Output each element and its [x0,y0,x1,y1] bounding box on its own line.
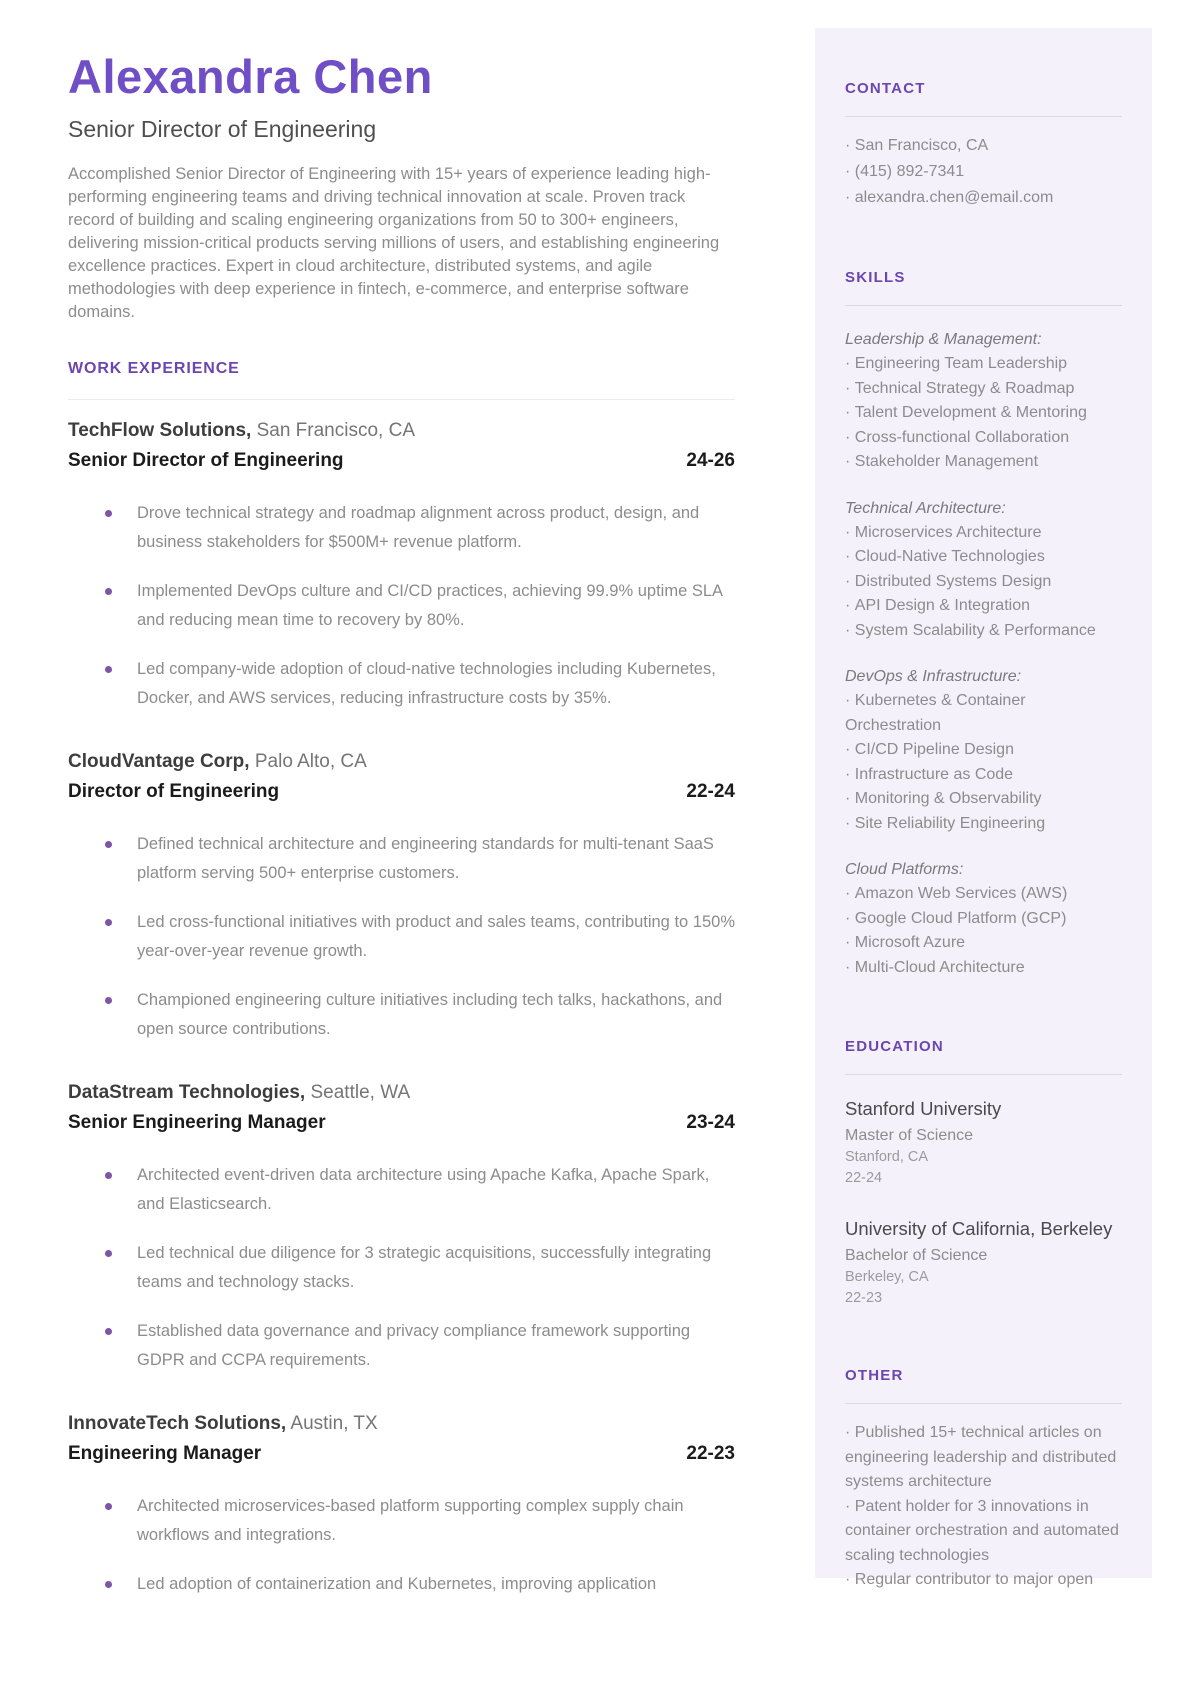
contact-email: · alexandra.chen@email.com [845,185,1122,211]
job-entry [68,1413,735,1599]
skill-item: · CI/CD Pipeline Design [845,738,1122,763]
job-role: Engineering Manager [68,1443,262,1465]
job-bullet: Drove technical strategy and roadmap alignment across product, design, and business stakeholders for $500M+ revenue platform. [68,499,735,557]
other-section [845,1367,1122,1593]
job-bullet: Led company-wide adoption of cloud-native technologies including Kubernetes, Docker, and AWS services, reducing infrastructure costs by 35%. [68,655,735,713]
skill-item: · Amazon Web Services (AWS) [845,882,1122,907]
sidebar [815,28,1152,1593]
contact-section [845,80,1122,211]
company-name: CloudVantage Corp, [68,751,250,773]
other-heading: OTHER [845,1367,904,1384]
skill-item: · Multi-Cloud Architecture [845,956,1122,981]
contact-location: · San Francisco, CA [845,133,1122,159]
job-bullet: Architected microservices-based platform supporting complex supply chain workflows and integrations. [68,1492,735,1550]
skill-item: · Distributed Systems Design [845,570,1122,595]
skill-group [845,858,1122,980]
job-bullet: Established data governance and privacy compliance framework supporting GDPR and CCPA requirements. [68,1317,735,1375]
job-entry [68,1082,735,1375]
job-dates: 22-23 [686,1443,735,1465]
job-dates: 22-24 [686,781,735,803]
education-section [845,1038,1122,1309]
job-entry [68,420,735,713]
skill-item: · Technical Strategy & Roadmap [845,377,1122,402]
job-bullet: Architected event-driven data architecture using Apache Kafka, Apache Spark, and Elasticsearch. [68,1161,735,1219]
skill-item: · System Scalability & Performance [845,619,1122,644]
skill-item: · Microsoft Azure [845,931,1122,956]
job-bullet: Led adoption of containerization and Kubernetes, improving application [68,1570,735,1599]
company-line [68,1413,735,1435]
skill-group [845,665,1122,836]
job-bullets [68,1492,735,1599]
sidebar-divider [845,1403,1122,1404]
contact-heading: CONTACT [845,80,926,97]
skills-heading: SKILLS [845,269,906,286]
skill-group-label: DevOps & Infrastructure: [845,668,1022,685]
skill-item: · Engineering Team Leadership [845,352,1122,377]
company-line [68,751,735,773]
company-line [68,1082,735,1104]
school-location: Berkeley, CA [845,1269,929,1285]
job-bullet: Led cross-functional initiatives with product and sales teams, contributing to 150% year-over-year revenue growth. [68,908,735,966]
skill-item: · Microservices Architecture [845,521,1122,546]
job-bullet: Championed engineering culture initiatives including tech talks, hackathons, and open source contributions. [68,986,735,1044]
education-heading: EDUCATION [845,1038,944,1055]
company-location: Austin, TX [290,1413,378,1435]
skill-group-label: Cloud Platforms: [845,861,964,878]
skill-item: · Monitoring & Observability [845,787,1122,812]
contact-list [845,133,1122,211]
other-item: · Published 15+ technical articles on engineering leadership and distributed systems architecture [845,1421,1122,1495]
job-bullets [68,499,735,713]
company-name: TechFlow Solutions, [68,420,252,442]
skills-section [845,269,1122,980]
other-list [845,1421,1122,1593]
job-dates: 24-26 [686,450,735,472]
school-degree: Bachelor of Science [845,1247,988,1264]
skill-group-label: Leadership & Management: [845,331,1042,348]
job-role: Senior Engineering Manager [68,1112,326,1134]
professional-summary: Accomplished Senior Director of Engineering with 15+ years of experience leading high-performing engineering teams and driving technical innovation at scale. Proven track record of building and scaling engineering organizations from 50 to 300+ engineers, delivering mission-critical products serving millions of users, and establishing engineering excellence practices. Expert in cloud architecture, distributed systems, and agile methodologies with deep experience in fintech, e-commerce, and enterprise software domains. [68,165,720,322]
school-dates: 22-24 [845,1170,883,1186]
skill-group [845,328,1122,475]
skill-item: · Google Cloud Platform (GCP) [845,907,1122,932]
work-experience-heading: WORK EXPERIENCE [68,360,240,378]
job-dates: 23-24 [686,1112,735,1134]
skill-item: · Stakeholder Management [845,450,1122,475]
job-title-row [68,1112,735,1134]
company-location: San Francisco, CA [256,420,415,442]
skill-item: · Talent Development & Mentoring [845,401,1122,426]
skill-group [845,497,1122,644]
sidebar-divider [845,1074,1122,1075]
school-name: Stanford University [845,1098,1002,1119]
education-entry [845,1096,1122,1189]
education-entry [845,1216,1122,1309]
job-bullet: Defined technical architecture and engineering standards for multi-tenant SaaS platform serving 500+ enterprise customers. [68,830,735,888]
school-degree: Master of Science [845,1127,974,1144]
company-location: Seattle, WA [310,1082,411,1104]
school-location: Stanford, CA [845,1149,929,1165]
company-name: DataStream Technologies, [68,1082,306,1104]
company-name: InnovateTech Solutions, [68,1413,287,1435]
job-role: Director of Engineering [68,781,280,803]
sidebar-divider [845,116,1122,117]
job-bullets [68,830,735,1044]
main-column [68,0,735,1619]
skill-item: · API Design & Integration [845,594,1122,619]
job-title-row [68,781,735,803]
job-bullet: Led technical due diligence for 3 strategic acquisitions, successfully integrating teams and technology stacks. [68,1239,735,1297]
skill-item: · Infrastructure as Code [845,763,1122,788]
other-item: · Patent holder for 3 innovations in container orchestration and automated scaling technologies [845,1495,1122,1569]
page-title: Alexandra Chen [68,50,433,103]
job-entry [68,751,735,1044]
job-bullets [68,1161,735,1375]
job-title-subtitle: Senior Director of Engineering [68,116,377,143]
job-role: Senior Director of Engineering [68,450,344,472]
skill-group-label: Technical Architecture: [845,499,1006,517]
company-location: Palo Alto, CA [254,751,367,773]
contact-phone: · (415) 892-7341 [845,159,1122,185]
skill-item: · Cross-functional Collaboration [845,426,1122,451]
company-line [68,420,735,442]
job-title-row [68,450,735,472]
job-title-row [68,1443,735,1465]
skill-item: · Cloud-Native Technologies [845,545,1122,570]
section-divider [68,399,735,400]
school-name: University of California, Berkeley [845,1218,1113,1239]
other-item: · Regular contributor to major open [845,1568,1122,1593]
job-bullet: Implemented DevOps culture and CI/CD practices, achieving 99.9% uptime SLA and reducing mean time to recovery by 80%. [68,577,735,635]
skill-item: · Kubernetes & Container Orchestration [845,689,1122,738]
sidebar-divider [845,305,1122,306]
school-dates: 22-23 [845,1290,883,1306]
skill-item: · Site Reliability Engineering [845,812,1122,837]
